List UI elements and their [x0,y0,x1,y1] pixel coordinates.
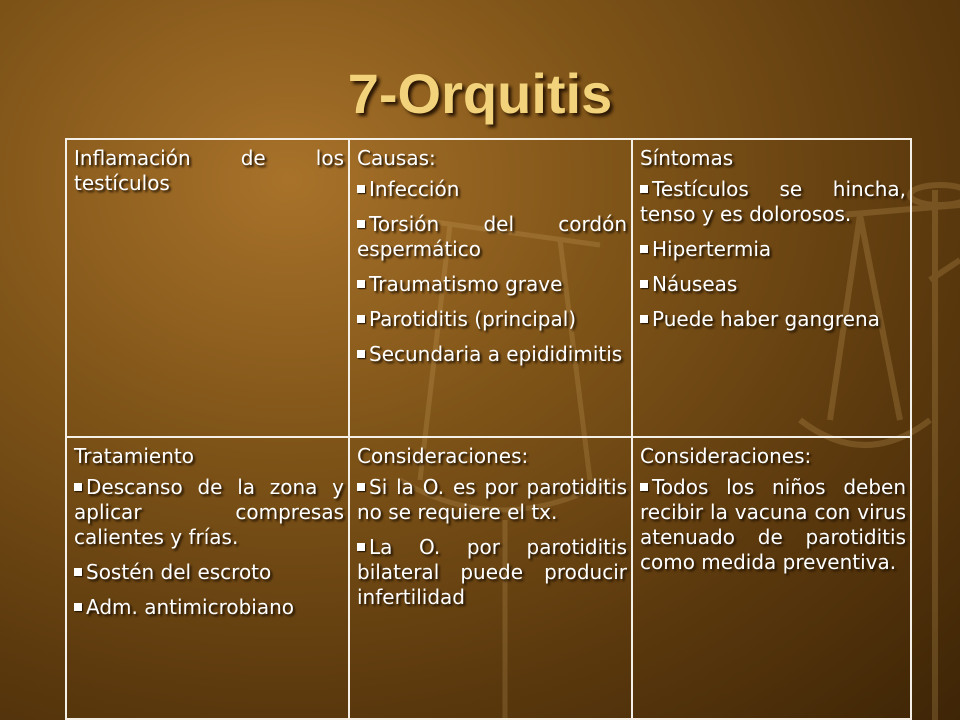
list-item-text: Parotiditis (principal) [369,307,577,331]
list-item [357,535,627,610]
considerations-heading: Consideraciones: [357,444,529,468]
list-item [357,272,627,297]
list-item [640,177,906,227]
list-item [357,307,627,332]
list-item-text: Adm. antimicrobiano [86,595,295,619]
square-bullet-icon [357,185,365,193]
list-item-text: Si la O. es por parotiditis no se requiere el tx. [357,475,627,524]
square-bullet-icon [640,315,648,323]
square-bullet-icon [640,245,648,253]
table-row [66,139,911,437]
treatment-cell [66,437,349,719]
square-bullet-icon [357,350,365,358]
list-item-text: Hipertermia [652,237,772,261]
square-bullet-icon [640,185,648,193]
definition-text: Inflamación de los testículos [74,146,344,195]
considerations-list [357,475,627,610]
orquitis-table [65,138,912,720]
considerations-cell [349,437,632,719]
list-item-text: Traumatismo grave [369,272,563,296]
prevention-considerations-cell [632,437,911,719]
square-bullet-icon [640,280,648,288]
prevention-considerations-list [640,475,906,575]
square-bullet-icon [357,280,365,288]
causes-list [357,177,627,367]
list-item [357,212,627,262]
causes-cell [349,139,632,437]
list-item [357,342,627,367]
list-item [357,475,627,525]
list-item [640,237,906,262]
slide-title: 7-Orquitis [347,62,613,125]
list-item-text: Todos los niños deben recibir la vacuna con virus atenuado de parotiditis como medida preventiva. [640,475,906,574]
list-item [640,475,906,575]
list-item [74,595,344,620]
square-bullet-icon [357,220,365,228]
list-item-text: La O. por parotiditis bilateral puede producir infertilidad [357,535,627,609]
square-bullet-icon [357,483,365,491]
list-item-text: Torsión del cordón espermático [357,212,627,261]
list-item-text: Náuseas [652,272,738,296]
list-item [640,307,906,332]
list-item-text: Puede haber gangrena [652,307,880,331]
list-item-text: Secundaria a epididimitis [369,342,623,366]
square-bullet-icon [640,483,648,491]
causes-heading: Causas: [357,146,436,170]
treatment-list [74,475,344,620]
definition-cell [66,139,349,437]
treatment-heading: Tratamiento [74,444,194,468]
list-item [357,177,627,202]
list-item-text: Testículos se hincha, tenso y es dolorosos. [640,177,906,226]
symptoms-heading: Síntomas [640,146,734,170]
list-item [74,560,344,585]
symptoms-list [640,177,906,332]
square-bullet-icon [74,483,82,491]
square-bullet-icon [74,568,82,576]
prevention-considerations-heading: Consideraciones: [640,444,812,468]
square-bullet-icon [357,543,365,551]
list-item-text: Sostén del escroto [86,560,272,584]
list-item [74,475,344,550]
list-item-text: Descanso de la zona y aplicar compresas calientes y frías. [74,475,344,549]
list-item [640,272,906,297]
square-bullet-icon [74,603,82,611]
table-row [66,437,911,719]
square-bullet-icon [357,315,365,323]
symptoms-cell [632,139,911,437]
list-item-text: Infección [369,177,460,201]
